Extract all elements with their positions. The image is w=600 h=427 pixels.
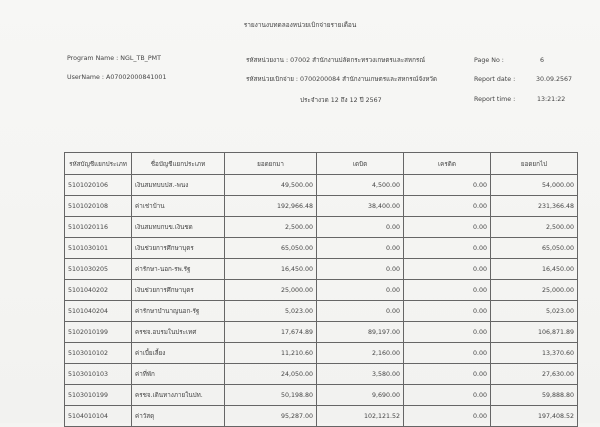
program-name: Program Name : NGL_TB_PMT bbox=[67, 55, 161, 62]
cell-carried-in: 65,050.00 bbox=[225, 238, 317, 259]
cell-credit: 0.00 bbox=[404, 280, 491, 301]
header-account-name: ชื่อบัญชีแยกประเภท bbox=[132, 153, 225, 175]
cell-name: ค่ารักษา-นอก-รพ.รัฐ bbox=[132, 259, 225, 280]
table-row bbox=[65, 364, 578, 385]
cell-credit: 0.00 bbox=[404, 385, 491, 406]
cell-carried-out: 16,450.00 bbox=[491, 259, 578, 280]
cell-debit: 0.00 bbox=[317, 238, 404, 259]
cell-name: เงินสมทบบปส.-พนง bbox=[132, 175, 225, 196]
cell-name: เงินสมทบกบข.เงินชด bbox=[132, 217, 225, 238]
header-carried-out: ยอดยกไป bbox=[491, 153, 578, 175]
table-header-row bbox=[65, 153, 578, 175]
cell-debit: 89,197.00 bbox=[317, 322, 404, 343]
agency-code: รหัสหน่วยงาน : 07002 สำนักงานปลัดกระทรวงเกษตรและสหกรณ์ bbox=[246, 57, 426, 64]
table-row bbox=[65, 238, 578, 259]
cell-credit: 0.00 bbox=[404, 343, 491, 364]
cell-credit: 0.00 bbox=[404, 217, 491, 238]
cell-code: 5101030101 bbox=[65, 238, 132, 259]
cell-carried-in: 24,050.00 bbox=[225, 364, 317, 385]
cell-carried-in: 49,500.00 bbox=[225, 175, 317, 196]
cell-name: ครชจ.เดินทางภายในปท. bbox=[132, 385, 225, 406]
header-debit: เดบิต bbox=[317, 153, 404, 175]
cell-carried-out: 25,000.00 bbox=[491, 280, 578, 301]
cell-code: 5101020106 bbox=[65, 175, 132, 196]
header-account-code: รหัสบัญชีแยกประเภท bbox=[65, 153, 132, 175]
report-period: ประจำงวด 12 ถึง 12 ปี 2567 bbox=[300, 97, 382, 104]
table-row bbox=[65, 406, 578, 427]
cell-code: 5101030205 bbox=[65, 259, 132, 280]
table-row bbox=[65, 280, 578, 301]
table-row bbox=[65, 259, 578, 280]
cell-credit: 0.00 bbox=[404, 301, 491, 322]
cell-code: 5101020116 bbox=[65, 217, 132, 238]
cell-code: 5103010103 bbox=[65, 364, 132, 385]
cell-debit: 0.00 bbox=[317, 280, 404, 301]
user-name: UserName : A07002000841001 bbox=[67, 74, 167, 81]
trial-balance-table bbox=[64, 152, 578, 427]
cell-debit: 0.00 bbox=[317, 259, 404, 280]
cell-credit: 0.00 bbox=[404, 322, 491, 343]
cell-name: ค่าเช่าบ้าน bbox=[132, 196, 225, 217]
cell-name: เงินช่วยการศึกษาบุตร bbox=[132, 238, 225, 259]
cell-carried-in: 11,210.60 bbox=[225, 343, 317, 364]
cell-code: 5101020108 bbox=[65, 196, 132, 217]
report-time-value: 13:21:22 bbox=[537, 96, 566, 103]
cell-carried-in: 2,500.00 bbox=[225, 217, 317, 238]
cell-debit: 3,580.00 bbox=[317, 364, 404, 385]
cell-carried-out: 13,370.60 bbox=[491, 343, 578, 364]
cell-name: ครชจ.อบรมในประเทศ bbox=[132, 322, 225, 343]
cell-debit: 4,500.00 bbox=[317, 175, 404, 196]
header-carried-in: ยอดยกมา bbox=[225, 153, 317, 175]
cell-debit: 0.00 bbox=[317, 301, 404, 322]
cell-code: 5101040202 bbox=[65, 280, 132, 301]
cell-name: เงินช่วยการศึกษาบุตร bbox=[132, 280, 225, 301]
cell-carried-out: 54,000.00 bbox=[491, 175, 578, 196]
page-no-label: Page No : bbox=[474, 57, 504, 64]
report-date-label: Report date : bbox=[474, 76, 516, 83]
cell-carried-in: 95,287.00 bbox=[225, 406, 317, 427]
cell-carried-out: 59,888.80 bbox=[491, 385, 578, 406]
cell-carried-out: 5,023.00 bbox=[491, 301, 578, 322]
cell-code: 5104010104 bbox=[65, 406, 132, 427]
cell-name: ค่ารักษาบำนาญนอก-รัฐ bbox=[132, 301, 225, 322]
cell-carried-in: 5,023.00 bbox=[225, 301, 317, 322]
cell-code: 5102010199 bbox=[65, 322, 132, 343]
cell-debit: 102,121.52 bbox=[317, 406, 404, 427]
cell-credit: 0.00 bbox=[404, 406, 491, 427]
table-row bbox=[65, 217, 578, 238]
cell-carried-in: 16,450.00 bbox=[225, 259, 317, 280]
cell-code: 5103010199 bbox=[65, 385, 132, 406]
cell-code: 5103010102 bbox=[65, 343, 132, 364]
report-date-value: 30.09.2567 bbox=[536, 76, 573, 83]
table-row bbox=[65, 301, 578, 322]
cell-debit: 38,400.00 bbox=[317, 196, 404, 217]
table-row bbox=[65, 175, 578, 196]
report-time-label: Report time : bbox=[474, 96, 516, 103]
cell-credit: 0.00 bbox=[404, 259, 491, 280]
cell-carried-out: 2,500.00 bbox=[491, 217, 578, 238]
cell-carried-out: 65,050.00 bbox=[491, 238, 578, 259]
cell-debit: 9,690.00 bbox=[317, 385, 404, 406]
cell-credit: 0.00 bbox=[404, 364, 491, 385]
cell-debit: 0.00 bbox=[317, 217, 404, 238]
table-row bbox=[65, 343, 578, 364]
cell-carried-out: 197,408.52 bbox=[491, 406, 578, 427]
cell-carried-out: 106,871.89 bbox=[491, 322, 578, 343]
cell-name: ค่าเบี้ยเลี้ยง bbox=[132, 343, 225, 364]
cell-carried-in: 192,966.48 bbox=[225, 196, 317, 217]
page-no-value: 6 bbox=[540, 57, 545, 64]
cell-carried-out: 27,630.00 bbox=[491, 364, 578, 385]
cell-credit: 0.00 bbox=[404, 196, 491, 217]
header-credit: เครดิต bbox=[404, 153, 491, 175]
cell-credit: 0.00 bbox=[404, 238, 491, 259]
cell-debit: 2,160.00 bbox=[317, 343, 404, 364]
table-row bbox=[65, 196, 578, 217]
disbursing-unit: รหัสหน่วยเบิกจ่าย : 0700200084 สำนักงานเกษตรและสหกรณ์จังหวัด bbox=[246, 76, 437, 83]
cell-code: 5101040204 bbox=[65, 301, 132, 322]
table-row bbox=[65, 385, 578, 406]
table-row bbox=[65, 322, 578, 343]
cell-name: ค่าที่พัก bbox=[132, 364, 225, 385]
cell-carried-out: 231,366.48 bbox=[491, 196, 578, 217]
cell-carried-in: 50,198.80 bbox=[225, 385, 317, 406]
cell-carried-in: 17,674.89 bbox=[225, 322, 317, 343]
cell-name: ค่าวัสดุ bbox=[132, 406, 225, 427]
cell-credit: 0.00 bbox=[404, 175, 491, 196]
cell-carried-in: 25,000.00 bbox=[225, 280, 317, 301]
report-title: รายงานงบทดลองหน่วยเบิกจ่ายรายเดือน bbox=[243, 21, 357, 29]
